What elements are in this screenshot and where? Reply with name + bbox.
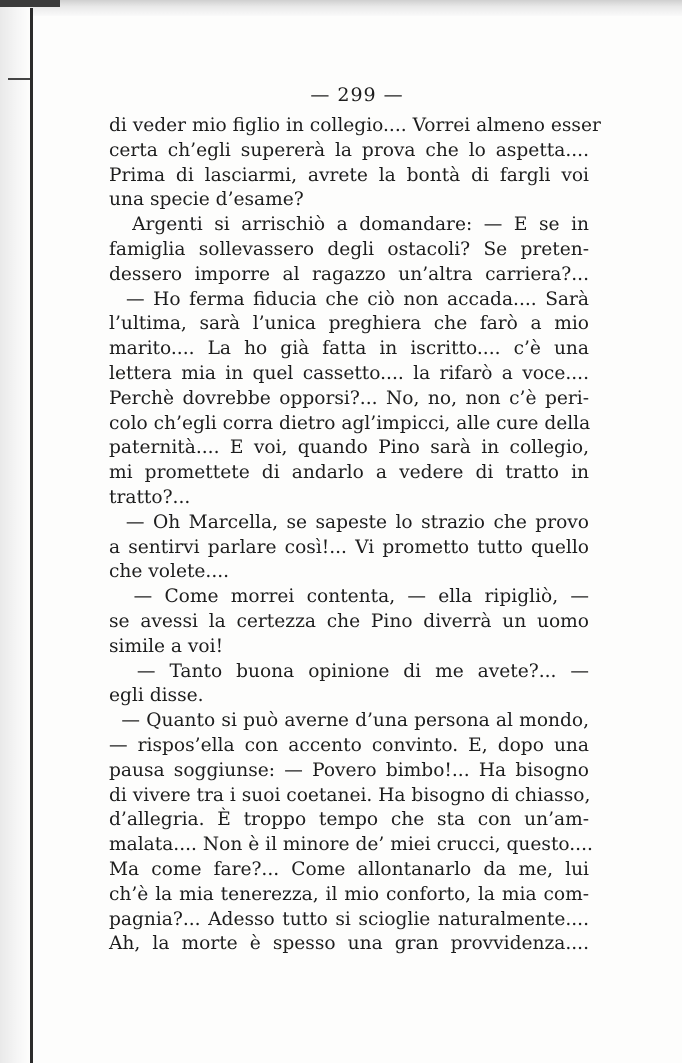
text-line: di vivere tra i suoi coetanei. Ha bisogno di chiasso, [109, 784, 591, 806]
text-line: a sentirvi parlare così!... Vi prometto tutto quello [109, 536, 589, 558]
text-line: Ah, la morte è spesso una gran provvidenza.... [109, 933, 589, 955]
binding-line [30, 8, 33, 1063]
text-line: una specie d’esame? [109, 189, 304, 211]
text-line: certa ch’egli supererà la prova che lo aspetta.... [109, 139, 589, 161]
text-line: egli disse. [109, 685, 204, 707]
text-line: — Come morrei contenta, — ella ripigliò, — [109, 586, 589, 608]
text-line: d’allegria. È troppo tempo che sta con un’am- [109, 809, 589, 831]
edge-tick-mark [8, 78, 30, 80]
text-line: tratto?... [109, 486, 191, 508]
text-line: pagnia?... Adesso tutto si scioglie naturalmente.... [109, 908, 589, 930]
text-line: dessero imporre al ragazzo un’altra carriera?... [109, 263, 589, 285]
text-line: — Tanto buona opinione di me avete?... — [109, 660, 589, 682]
text-line: — Ho ferma fiducia che ciò non accada.... Sarà [109, 288, 589, 310]
text-line: l’ultima, sarà l’unica preghiera che farò a mio [109, 313, 589, 335]
text-line: pausa soggiunse: — Povero bimbo!... Ha bisogno [109, 759, 589, 781]
scan-corner-mark [0, 0, 60, 7]
text-line: colo ch’egli corra dietro agl’impicci, alle cure della [109, 412, 591, 434]
page-top-edge [0, 0, 682, 16]
text-line: che volete.... [109, 561, 230, 583]
text-line: Prima di lasciarmi, avrete la bontà di fargli voi [109, 164, 589, 186]
text-line: mi promettete di andarlo a vedere di tratto in [109, 462, 589, 484]
text-line: marito.... La ho già fatta in iscritto.... c’è una [109, 338, 589, 360]
text-line: — Oh Marcella, se sapeste lo strazio che provo [109, 511, 589, 533]
text-line: simile a voi! [109, 635, 224, 657]
text-line: — Quanto si può averne d’una persona al mondo, [109, 710, 589, 732]
text-line: malata.... Non è il minore de’ miei crucci, questo.... [109, 834, 593, 856]
text-line: se avessi la certezza che Pino diverrà un uomo [109, 610, 589, 632]
text-line: Ma come fare?... Come allontanarlo da me, lui [109, 858, 589, 880]
page-left-edge [0, 0, 30, 1063]
text-line: lettera mia in quel cassetto.... la rifarò a voce.... [109, 362, 589, 384]
text-line: Argenti si arrischiò a domandare: — E se in [109, 214, 589, 236]
text-line: paternità.... E voi, quando Pino sarà in collegio, [109, 437, 589, 459]
text-line: Perchè dovrebbe opporsi?... No, no, non c’è peri- [109, 387, 589, 409]
text-line: — rispos’ella con accento convinto. E, dopo una [109, 734, 589, 756]
text-line: famiglia sollevassero degli ostacoli? Se preten- [109, 238, 589, 260]
body-text [109, 114, 601, 957]
text-line: di veder mio figlio in collegio.... Vorrei almeno esser [109, 115, 601, 136]
text-line: ch’è la mia tenerezza, il mio conforto, la mia com- [109, 883, 589, 905]
page-number: — 299 — [310, 84, 404, 106]
